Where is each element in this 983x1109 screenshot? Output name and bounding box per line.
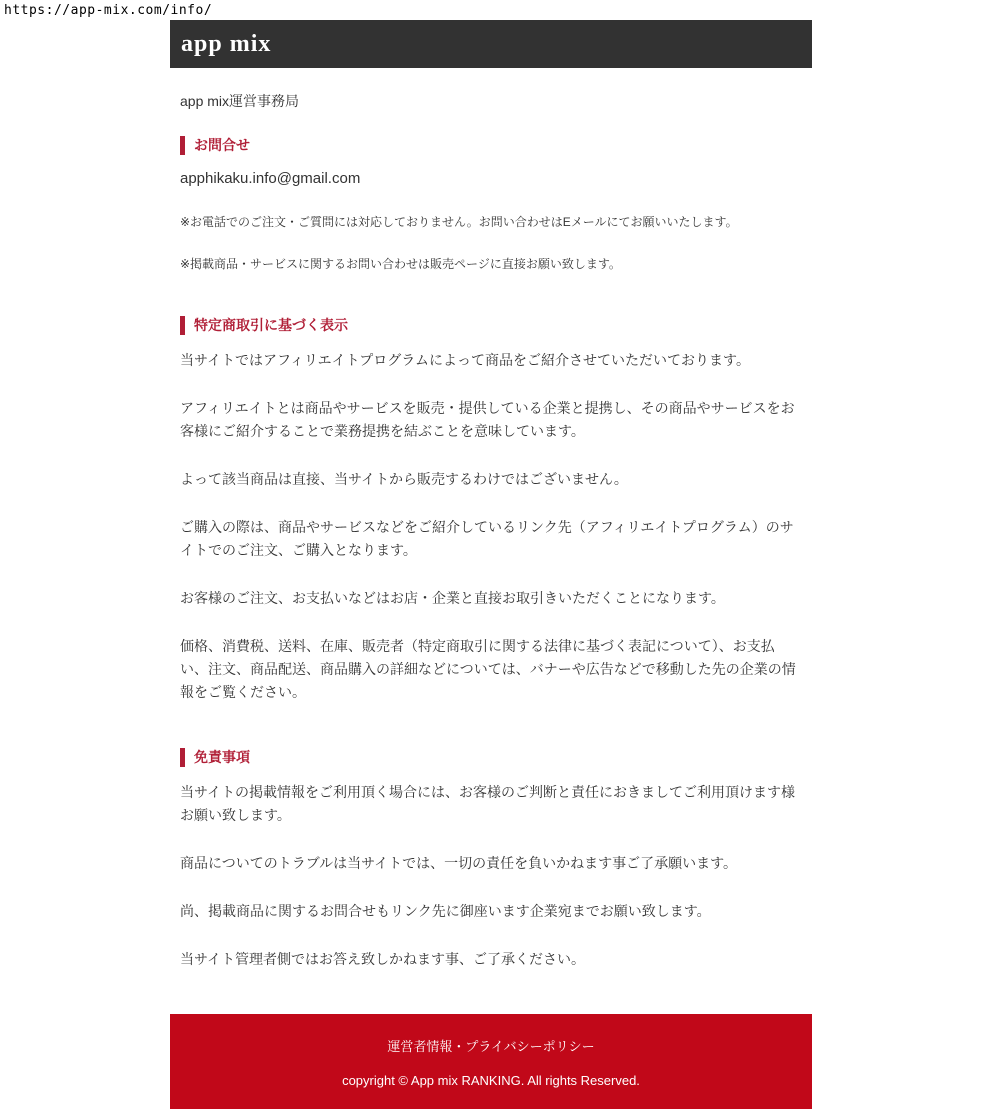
paragraph: お客様のご注文、お支払いなどはお店・企業と直接お取引きいただくことになります。 [180, 590, 725, 606]
section-heading-commercial-law: 特定商取引に基づく表示 [180, 316, 802, 335]
contact-email: apphikaku.info@gmail.com [180, 170, 361, 187]
page-url: https://app-mix.com/info/ [4, 3, 213, 18]
contact-note: ※掲載商品・サービスに関するお問い合わせは販売ページに直接お願い致します。 [180, 257, 621, 271]
paragraph: ご購入の際は、商品やサービスなどをご紹介しているリンク先（アフィリエイトプログラム）のサイトでのご注文、ご購入となります。 [180, 519, 794, 558]
site-footer [170, 1014, 812, 1109]
copyright-text: copyright © App mix RANKING. All rights Reserved. [342, 1073, 640, 1088]
paragraph: 当サイトの掲載情報をご利用頂く場合には、お客様のご判断と責任におきましてご利用頂けます様お願い致します。 [180, 784, 796, 823]
site-title: app mix [181, 30, 272, 57]
site-header [170, 20, 812, 68]
privacy-policy-link[interactable]: 運営者情報・プライバシーポリシー [387, 1039, 595, 1054]
paragraph: よって該当商品は直接、当サイトから販売するわけではございません。 [180, 471, 628, 487]
section-heading-contact: お問合せ [180, 136, 802, 155]
paragraph: 価格、消費税、送料、在庫、販売者（特定商取引に関する法律に基づく表記について）、お支払い、注文、商品配送、商品購入の詳細などについては、バナーや広告などで移動した先の企業の情報をご覧ください。 [180, 638, 796, 700]
main-content [170, 93, 812, 971]
operator-name: app mix運営事務局 [180, 93, 300, 109]
contact-note: ※お電話でのご注文・ご質問には対応しておりません。お問い合わせはEメールにてお願いいたします。 [180, 215, 738, 229]
paragraph: 当サイト管理者側ではお答え致しかねます事、ご了承ください。 [180, 951, 586, 967]
paragraph: 商品についてのトラブルは当サイトでは、一切の責任を負いかねます事ご了承願います。 [180, 855, 738, 871]
paragraph: アフィリエイトとは商品やサービスを販売・提供している企業と提携し、その商品やサービスをお客様にご紹介することで業務提携を結ぶことを意味しています。 [180, 400, 795, 439]
section-heading-disclaimer: 免責事項 [180, 748, 802, 767]
paragraph: 尚、掲載商品に関するお問合せもリンク先に御座います企業宛までお願い致します。 [180, 903, 711, 919]
paragraph: 当サイトではアフィリエイトプログラムによって商品をご紹介させていただいております。 [180, 352, 750, 368]
page-container [170, 20, 812, 1109]
